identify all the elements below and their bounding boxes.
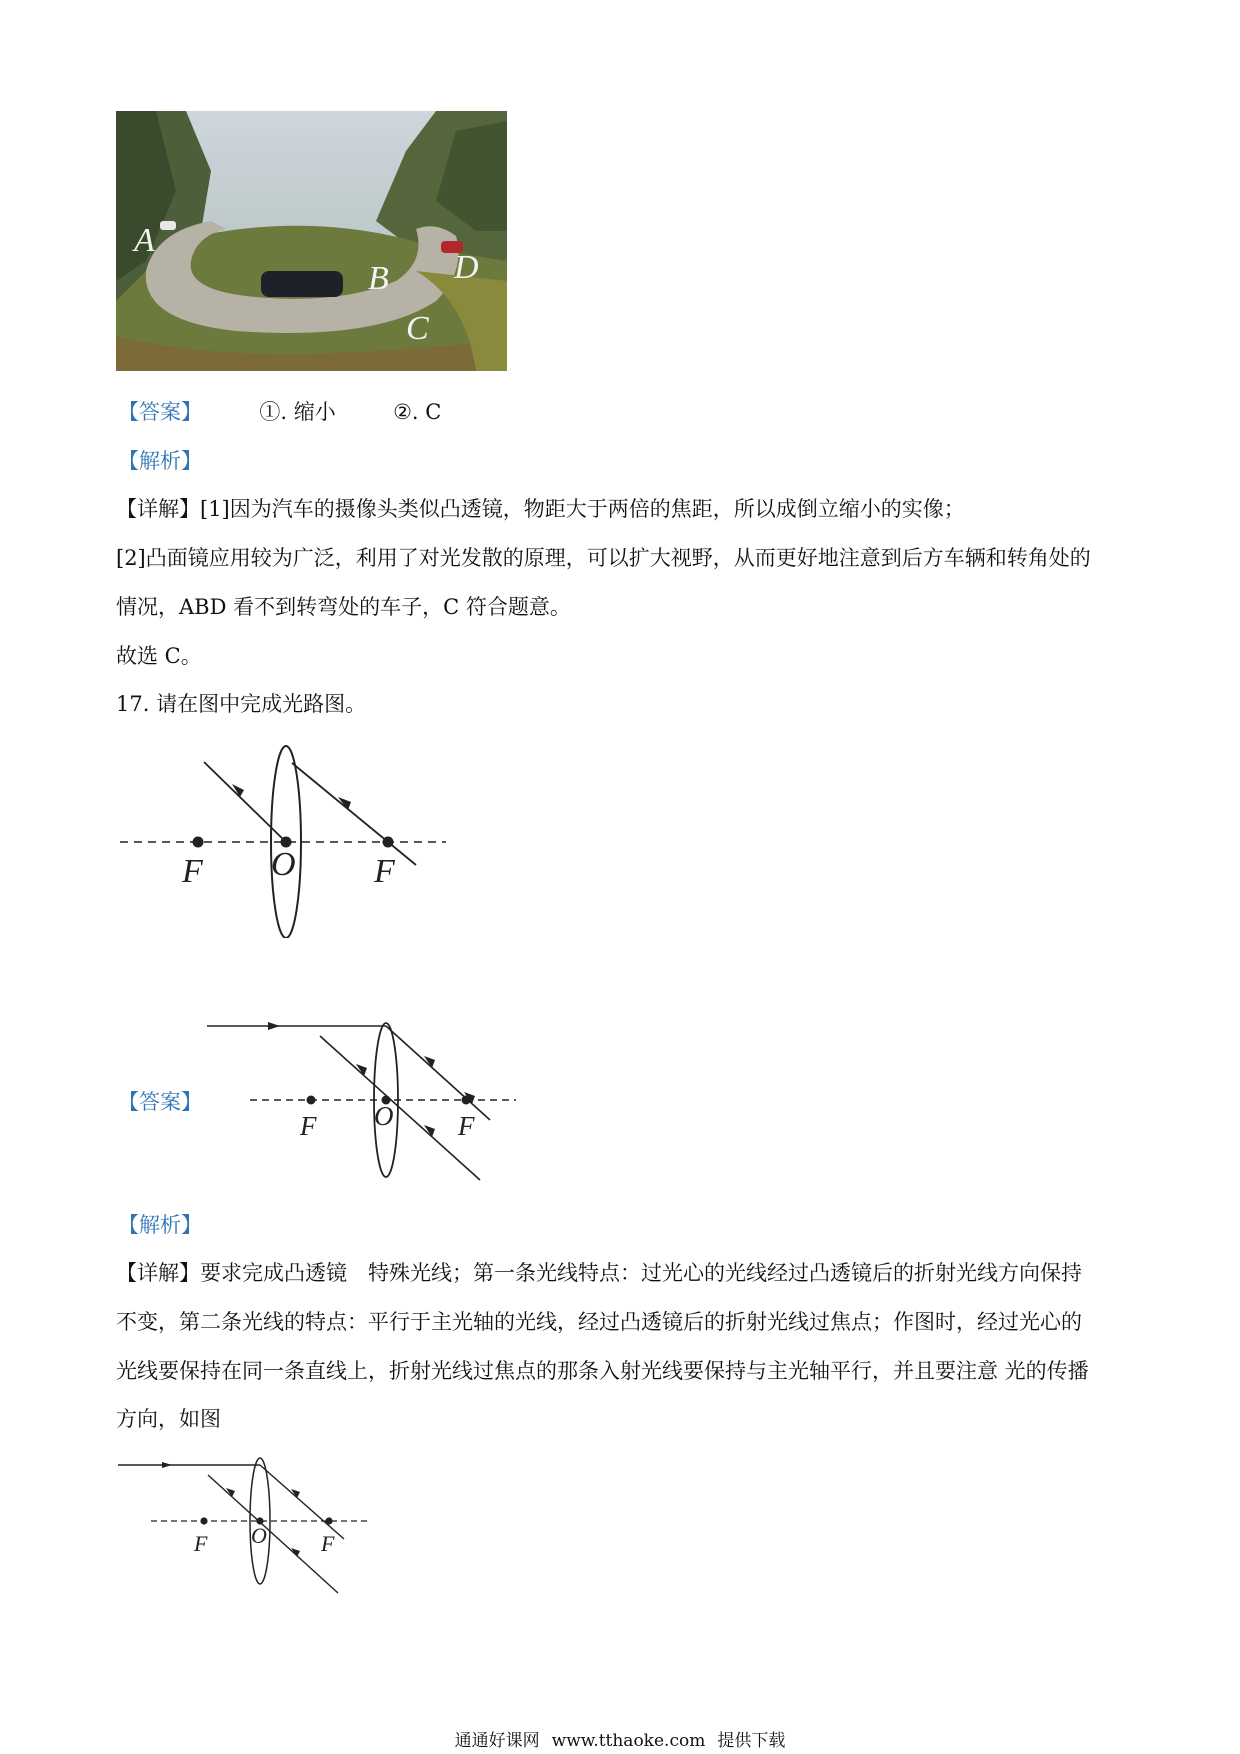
label-f-right: F	[374, 853, 395, 890]
q17-question: 17. 请在图中完成光路图。	[116, 692, 367, 716]
arrow-head	[162, 1462, 172, 1468]
detail-text: 要求完成凸透镜 特殊光线；第一条光线特点：过光心的光线经过凸透镜后的折射光线方向保持	[200, 1261, 1082, 1285]
focus-point-right	[462, 1096, 471, 1105]
analysis-tag: 【解析】	[118, 1213, 202, 1237]
central-ray	[208, 1475, 338, 1593]
q17-detail-line-2: 不变，第二条光线的特点：平行于主光轴的光线，经过凸透镜后的折射光线过焦点；作图时，经过光心的	[116, 1310, 1082, 1334]
q16-detail-line-4: 故选 C。	[116, 644, 202, 668]
refracted-ray	[292, 763, 416, 865]
q17-question-diagram	[116, 738, 456, 938]
label-f-right: F	[321, 1531, 335, 1556]
road-photo	[116, 111, 507, 371]
detail-text: [1]因为汽车的摄像头类似凸透镜，物距大于两倍的焦距，所以成倒立缩小的实像；	[200, 497, 965, 521]
label-f-left: F	[300, 1111, 317, 1141]
photo-label-a: A	[134, 222, 155, 259]
page-footer	[0, 1726, 1240, 1751]
focus-point-left	[193, 837, 204, 848]
focus-point-left	[200, 1517, 207, 1524]
q17-detail-line-4: 方向，如图	[116, 1407, 221, 1431]
q16-detail-line-2: [2]凸面镜应用较为广泛，利用了对光发散的原理，可以扩大视野，从而更好地注意到后方车辆和转角处的	[116, 546, 1091, 570]
label-f-left: F	[182, 853, 203, 890]
answer-2: ②. C	[393, 400, 442, 424]
q17-detail-line-3: 光线要保持在同一条直线上，折射光线过焦点的那条入射光线要保持与主光轴平行，并且要注意 光的传播	[116, 1359, 1089, 1383]
label-o: O	[374, 1101, 394, 1131]
photo-label-d: D	[454, 249, 479, 286]
incident-ray	[204, 762, 286, 842]
refracted-ray-through-focus	[260, 1465, 344, 1539]
answer-tag: 【答案】	[118, 400, 202, 424]
label-f-right: F	[458, 1111, 475, 1141]
q17-detail-diagram	[116, 1455, 376, 1605]
refracted-ray-through-focus	[386, 1026, 490, 1120]
footer-suffix: 提供下载	[717, 1731, 786, 1751]
footer-site: 通通好课网	[454, 1731, 540, 1751]
photo-label-b: B	[368, 260, 389, 297]
answer-tag: 【答案】	[118, 1090, 202, 1114]
arrow-head	[268, 1022, 280, 1030]
label-o: O	[251, 1523, 267, 1548]
detail-tag: 【详解】	[116, 497, 200, 521]
q16-detail-line-1	[116, 494, 965, 524]
label-o: O	[271, 846, 296, 883]
photo-label-c: C	[406, 310, 429, 347]
focus-point-right	[383, 837, 394, 848]
q17-answer-diagram	[200, 1010, 520, 1200]
q16-detail-line-3: 情况，ABD 看不到转弯处的车子，C 符合题意。	[116, 595, 571, 619]
answer-1: ①. 缩小	[259, 400, 336, 424]
analysis-tag: 【解析】	[118, 449, 202, 473]
q16-answer-row	[118, 397, 441, 427]
label-f-left: F	[194, 1531, 208, 1556]
footer-url: www.tthaoke.com	[551, 1731, 706, 1751]
focus-point-right	[325, 1517, 332, 1524]
detail-tag: 【详解】	[116, 1261, 200, 1285]
central-ray	[320, 1036, 480, 1180]
focus-point-left	[307, 1096, 316, 1105]
q17-detail-line-1	[116, 1258, 1082, 1288]
